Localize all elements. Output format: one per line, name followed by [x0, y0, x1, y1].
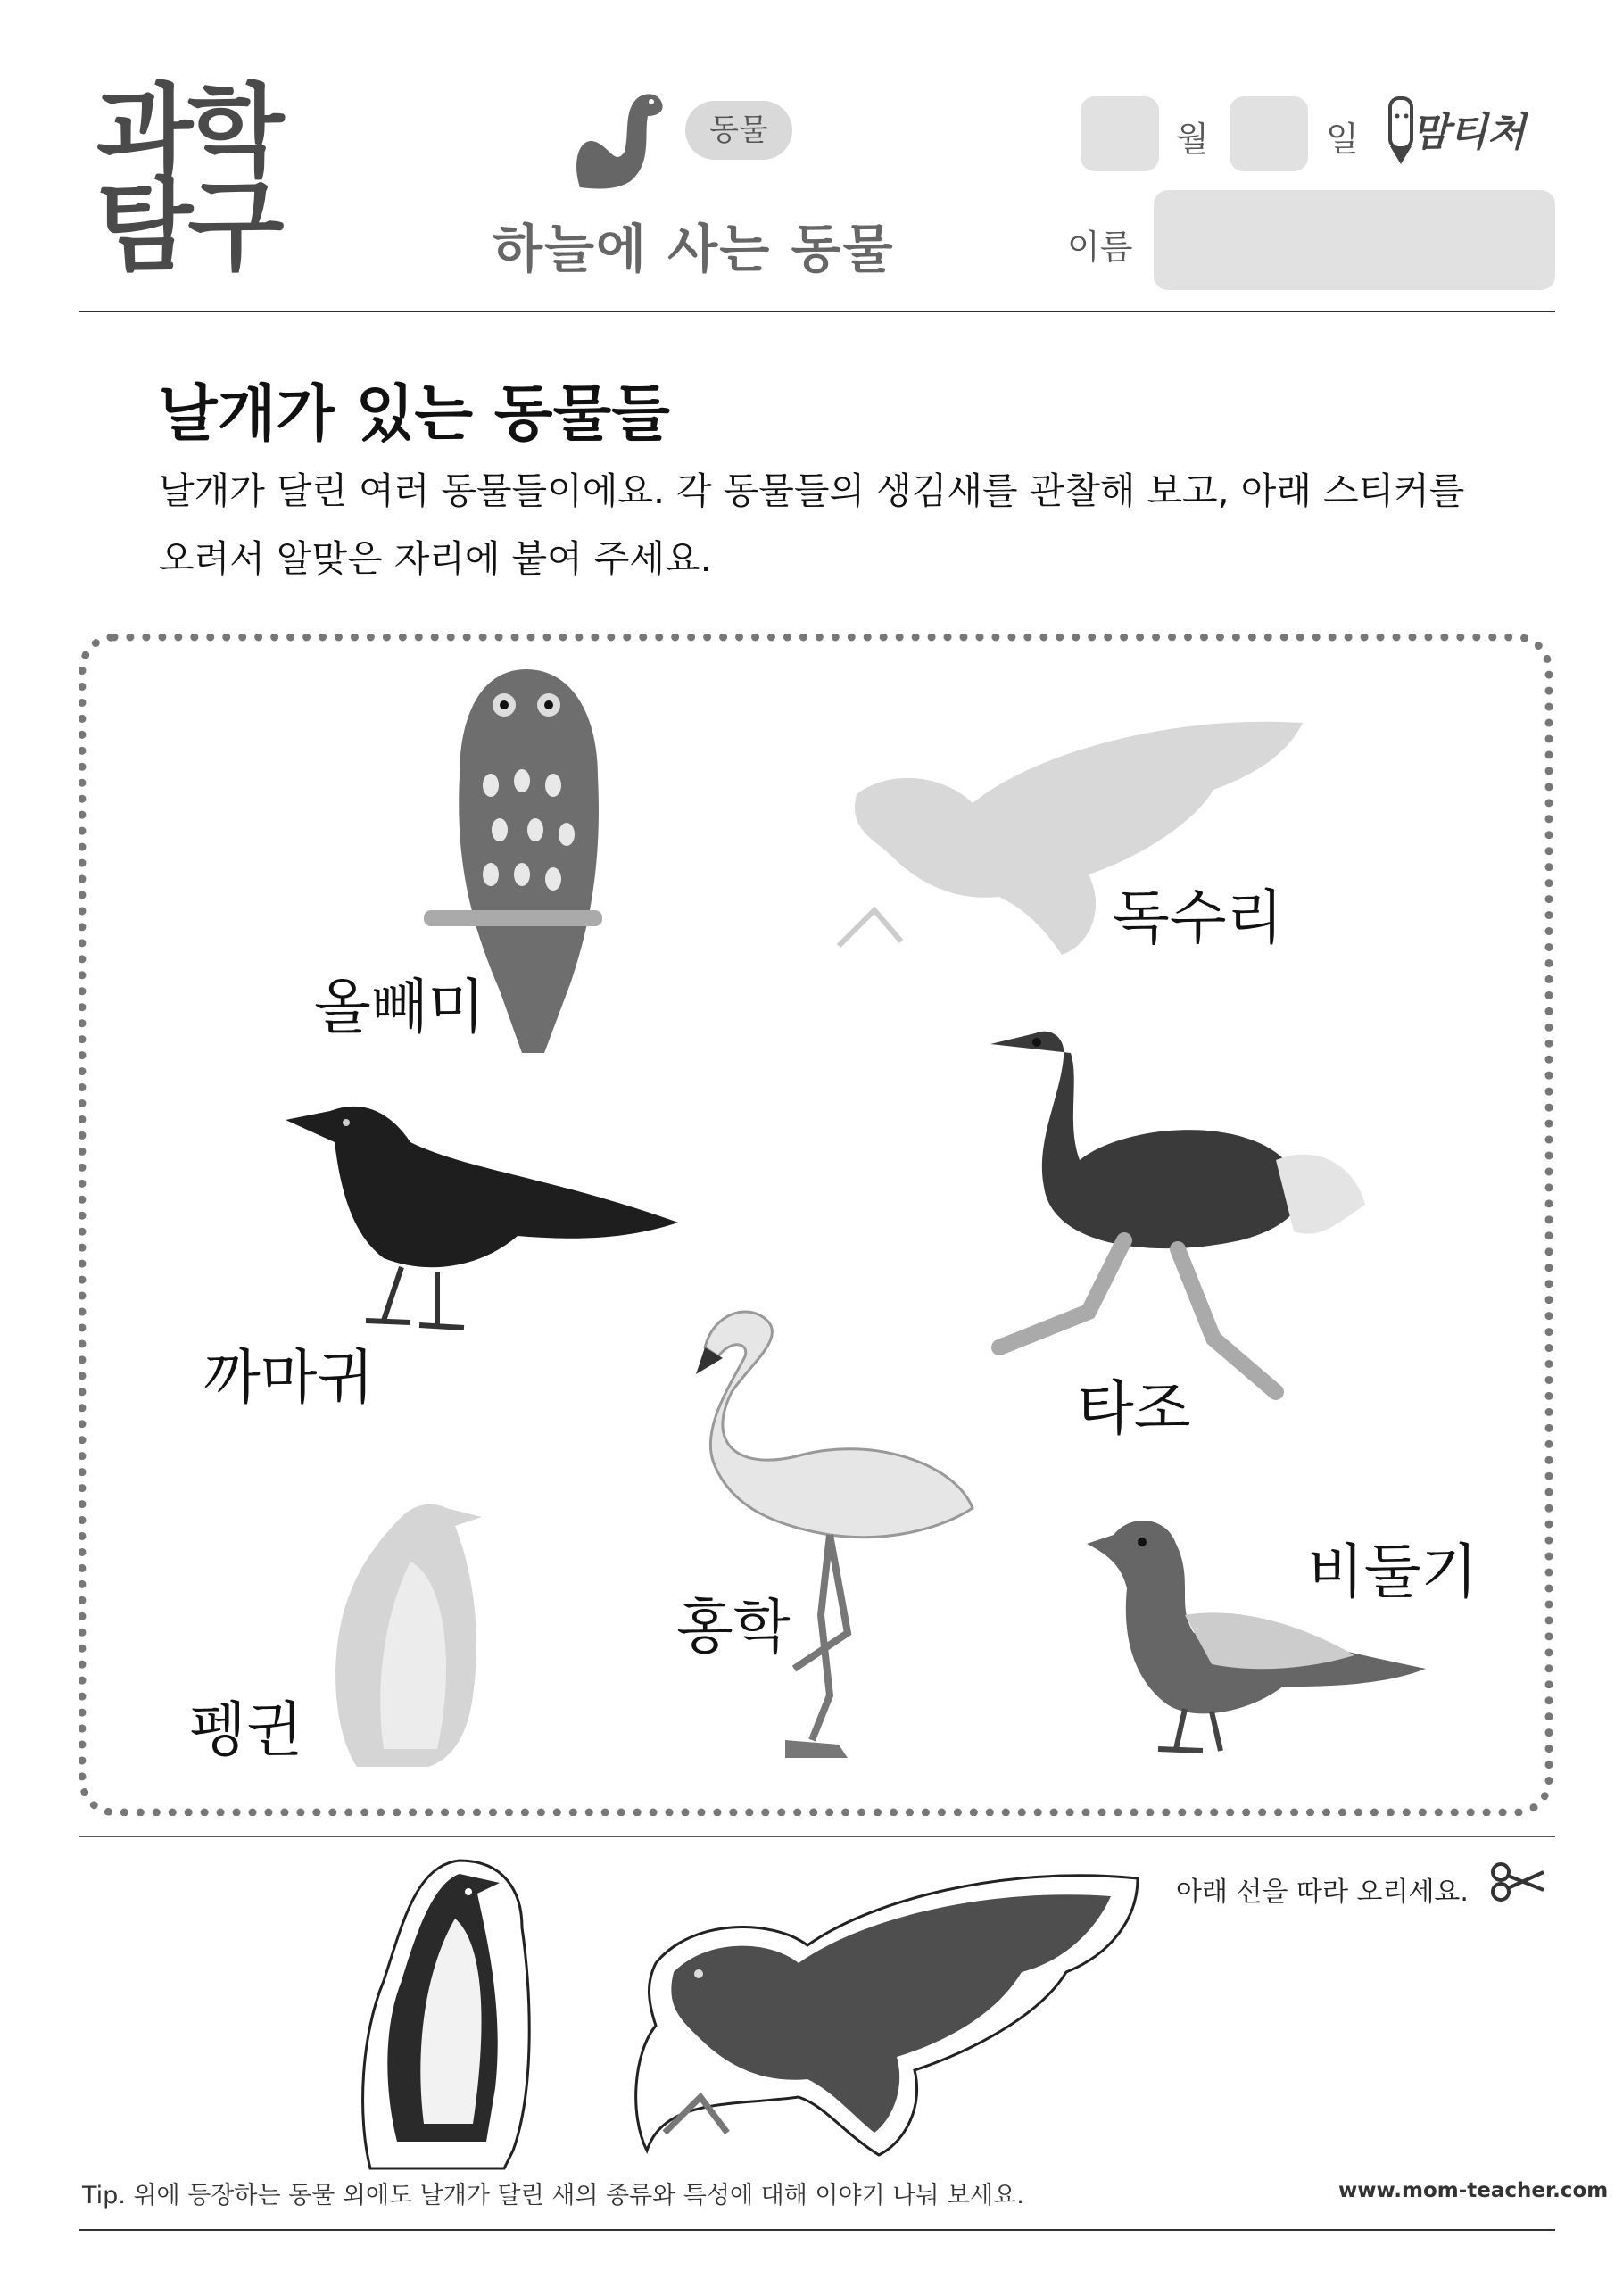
- flamingo-illustration: [696, 1294, 981, 1767]
- day-label: 일: [1326, 120, 1359, 159]
- instruction-line-1: 날개가 달린 여러 동물들이에요. 각 동물들의 생김새를 관찰해 보고, 아래 스티커를: [159, 469, 1465, 512]
- month-input[interactable]: [1081, 96, 1159, 171]
- instruction-line-2: 오려서 알맞은 자리에 붙여 주세요.: [159, 537, 712, 580]
- ostrich-illustration: [981, 1017, 1392, 1419]
- website-url[interactable]: www.mom-teacher.com: [1338, 2179, 1609, 2202]
- logo-line-2: 탐구: [96, 169, 279, 285]
- category-badge: 동물: [685, 101, 792, 160]
- ostrich-label: 타조: [1077, 1374, 1191, 1443]
- sticker-divider: [79, 1836, 1555, 1837]
- dinosaur-icon: [562, 80, 678, 196]
- crow-illustration: [286, 1089, 678, 1339]
- day-input[interactable]: [1230, 96, 1308, 171]
- header-divider: [79, 311, 1555, 312]
- scissors-icon: [1490, 1861, 1545, 1902]
- cut-instruction: 아래 선을 따라 오리세요.: [1176, 1877, 1469, 1908]
- pigeon-label: 비둘기: [1307, 1538, 1478, 1606]
- tip-text: Tip. 위에 등장하는 동물 외에도 날개가 달린 새의 종류와 특성에 대해 이야기 나눠 보세요.: [82, 2182, 1024, 2209]
- month-label: 월: [1176, 120, 1209, 159]
- eagle-sticker[interactable]: [629, 1865, 1147, 2159]
- penguin-silhouette: [321, 1490, 500, 1776]
- eagle-label: 독수리: [1113, 883, 1284, 952]
- name-input[interactable]: [1154, 190, 1555, 290]
- logo-line-1: 과학: [96, 74, 279, 190]
- owl-label: 올빼미: [314, 973, 485, 1041]
- footer-divider: [79, 2229, 1555, 2231]
- brand-logo: 맘티처: [1412, 110, 1526, 155]
- worksheet-subtitle: 하늘에 사는 동물: [493, 219, 895, 279]
- subject-logo: [96, 74, 284, 285]
- crow-label: 까마귀: [203, 1343, 375, 1412]
- section-heading: 날개가 있는 동물들: [159, 379, 670, 450]
- flamingo-label: 홍학: [676, 1593, 791, 1662]
- name-label: 이름: [1067, 228, 1133, 267]
- penguin-label: 펭귄: [189, 1695, 303, 1764]
- penguin-sticker[interactable]: [352, 1856, 535, 2173]
